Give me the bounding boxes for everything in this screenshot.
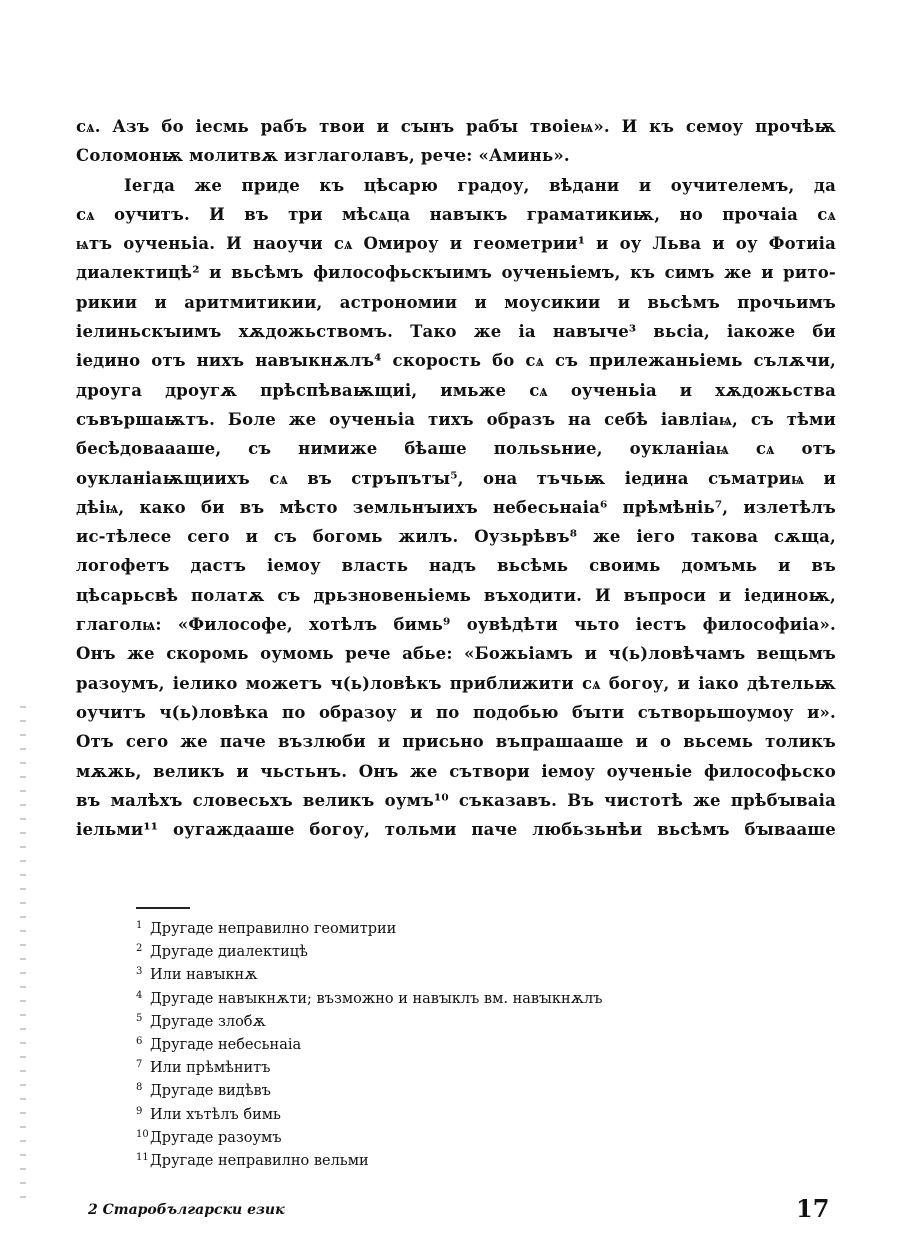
scan-edge-artifact [20,700,26,1200]
footnote-text: Другаде злобѫ [150,1013,266,1030]
footnote-number: 6 [136,1035,143,1047]
text-line: мѫжь, великъ и чьстьнъ. Онъ же сътвори iемоу оученьiе философьско [76,761,836,781]
footnote [136,1104,602,1127]
footnote-number: 10 [136,1128,149,1140]
text-line: Отъ сего же паче възлюби и присьно въпрашааше и о вьсемь толикъ [76,732,836,752]
text-line: Соломонѭ молитвѫ изглаголавъ, рече: «Аминь». [76,146,570,166]
page-number: 17 [796,1194,830,1223]
footnote [136,1150,602,1173]
text-line: въ малѣхъ словесьхъ великъ оумъ¹⁰ съказавъ. Въ чистотѣ же прѣбꙑваiа [76,790,836,810]
text-line: рикии и аритмитикии, астрономии и моусикии и вьсѣмъ прочьимъ [76,292,836,312]
text-line: оукланiаѭщиихъ сѧ въ стръпътꙑ⁵, она тъчьѭ iедина съматриѩ и [76,468,836,488]
footnote-divider [136,907,190,909]
text-line: съвършаѭтъ. Боле же оученьiа тихъ образъ на себѣ iавлiаѩ, съ тѣми [76,409,836,429]
footnote-number: 8 [136,1082,143,1094]
footnote [136,964,602,987]
text-line: цѣсарьсвѣ полатѫ съ дрьзновеньiемь въходити. И въпроси и iединоѭ, [76,585,836,605]
footnote-number: 7 [136,1059,143,1071]
footnote-text: Другаде видѣвъ [150,1083,271,1100]
footnote [136,918,602,941]
footnote-number: 5 [136,1012,143,1024]
footnote [136,1080,602,1103]
text-line: дѣiѩ, како би въ мѣсто земльнꙑихъ небесьнаiа⁶ прѣмѣнiь⁷, излетѣлъ [76,497,836,517]
footnote-text: Другаде диалектицѣ [150,944,308,961]
footnote-text: Другаде неправилно вельми [150,1152,369,1169]
text-line: оучитъ ч(ь)ловѣка по образоу и по подобью бꙑти сътворьшоумоу и». [76,702,836,722]
text-line: разоумъ, iелико можетъ ч(ь)ловѣкъ приближити сѧ богоу, и iако дѣтельѭ [76,673,836,693]
text-line: бесѣдоваааше, съ нимиже бѣаше польѕьние, оукланiаѩ сѧ отъ [76,439,836,459]
text-line: ѩтъ оученьiа. И наоучи сѧ Омироу и геометрии¹ и оу Льва и оу Фотиiа [76,234,836,254]
footnote-text: Или навꙑкнѫ [150,967,258,984]
footnote-text: Другаде навꙑкнѫти; възможно и навꙑклъ вм. навꙑкнѫлъ [150,990,603,1007]
footnotes [136,918,602,1173]
text-line: Онъ же скоромь оумомь рече абье: «Божьiамъ и ч(ь)ловѣчамъ вещьмъ [76,644,836,664]
footnote-number: 2 [136,943,143,955]
text-line: iедино отъ нихъ навꙑкнѫлъ⁴ скорость бо сѧ съ прилежаньiемь сълѫчи, [76,351,836,371]
footnote [136,1011,602,1034]
footnote [136,1034,602,1057]
text-line: iельми¹¹ оугаждааше богоу, тольми паче любьзьнѣи вьсѣмъ бꙑвааше [76,820,836,840]
text-line: диалектицѣ² и вьсѣмъ философьскꙑимъ оученьiемъ, къ симъ же и рито- [76,263,836,283]
footnote [136,1127,602,1150]
footnote-number: 1 [136,920,143,931]
footer-signature: 2 Старобългарски език [88,1202,285,1218]
footnote-number: 3 [136,966,143,978]
text-line: глаголѩ: «Философе, хотѣлъ бимь⁹ оувѣдѣти чьто iестъ философиiа». [76,615,836,635]
footnote-text: Или хътѣлъ бимь [150,1106,281,1123]
text-line: iелиньскꙑимъ хѫдожьствомъ. Тако же iа навꙑче³ вьсiа, iакоже би [76,322,836,342]
footnote-text: Или прѣмѣнитъ [150,1060,271,1077]
text-line: дроуга дроугѫ прѣспѣваѭщиi, имьже сѧ оученьiа и хѫдожьства [76,380,836,400]
footnote [136,988,602,1011]
text-line: сѧ оучитъ. И въ три мѣсѧца навꙑкъ граматикиѭ, но прочаiа сѧ [76,204,836,224]
footnote [136,1057,602,1080]
footnote-number: 4 [136,989,143,1001]
text-line: логофетъ дастъ iемоу власть надъ вьсѣмь своимь домъмь и въ [76,556,836,576]
text-line: сѧ. Азъ бо iесмь рабъ твои и сꙑнъ рабꙑ твоiеѩ». И къ семоу прочѣѭ [76,117,836,136]
footnote [136,941,602,964]
text-line: ис-тѣлесе сего и съ богомь жилъ. Оузьрѣвъ⁸ же iего такова сѫща, [76,527,836,547]
footnote-number: 11 [136,1151,149,1163]
footnote-number: 9 [136,1105,143,1117]
text-line: Iегда же приде къ цѣсарю градоу, вѣдани и оучителемъ, да [124,175,836,195]
footnote-text: Другаде небесьнаiа [150,1036,302,1053]
footnote-text: Другаде разоумъ [150,1129,282,1146]
main-text [76,112,836,844]
footnote-text: Другаде неправилно геомитрии [150,921,397,937]
